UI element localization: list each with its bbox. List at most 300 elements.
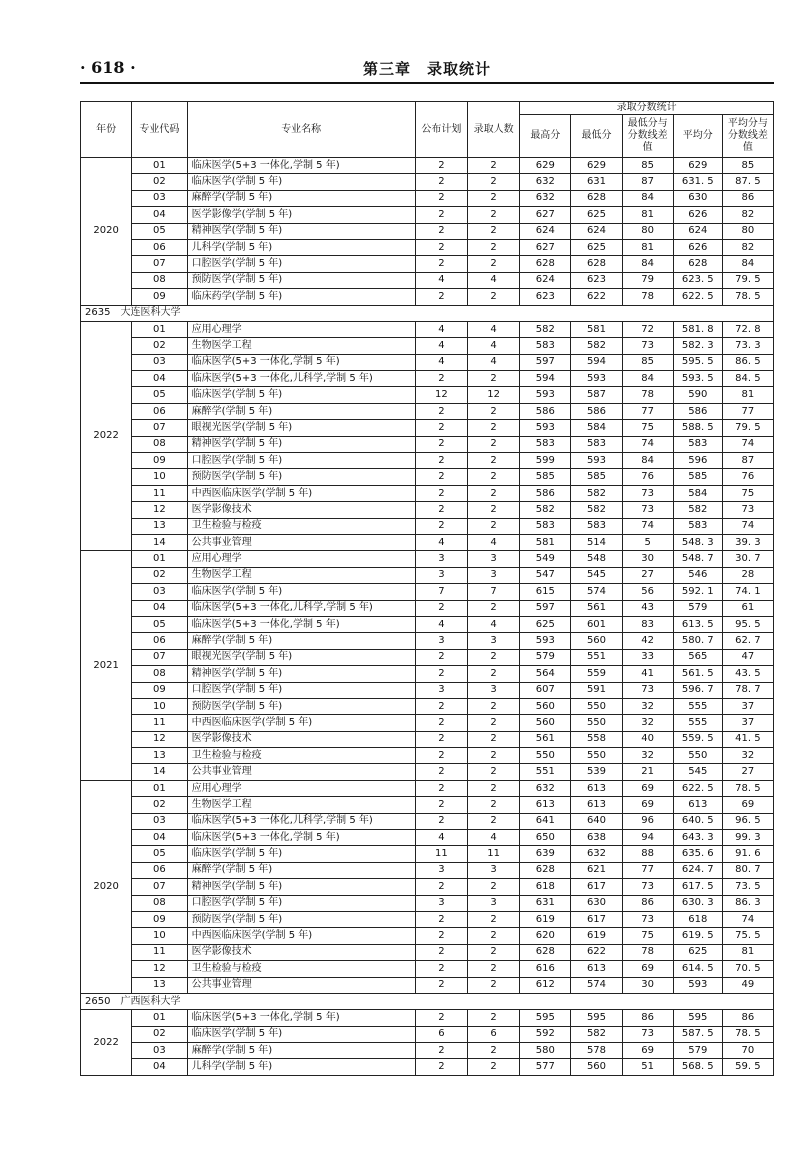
cell-code: 05: [132, 387, 187, 403]
cell-max: 593: [520, 633, 571, 649]
cell-avg-diff: 41. 5: [722, 731, 773, 747]
cell-min-diff: 84: [622, 256, 673, 272]
cell-plan: 2: [415, 698, 467, 714]
cell-code: 04: [132, 830, 187, 846]
cell-admitted: 2: [468, 977, 520, 993]
cell-code: 03: [132, 1043, 187, 1059]
cell-code: 10: [132, 469, 187, 485]
cell-min: 593: [571, 453, 622, 469]
cell-name: 临床医学(学制 5 年): [187, 584, 415, 600]
cell-min-diff: 42: [622, 633, 673, 649]
cell-min: 583: [571, 518, 622, 534]
cell-avg-diff: 86. 5: [722, 354, 773, 370]
table-row: [81, 666, 774, 682]
cell-avg-diff: 62. 7: [722, 633, 773, 649]
table-row: [81, 649, 774, 665]
cell-avg: 593. 5: [673, 371, 722, 387]
cell-admitted: 4: [468, 338, 520, 354]
cell-name: 临床医学(5+3 一体化,学制 5 年): [187, 616, 415, 632]
cell-name: 公共事业管理: [187, 534, 415, 550]
cell-avg: 587. 5: [673, 1026, 722, 1042]
cell-avg: 614. 5: [673, 961, 722, 977]
cell-year: 2022: [81, 1010, 132, 1076]
cell-avg: 561. 5: [673, 666, 722, 682]
cell-avg: 635. 6: [673, 846, 722, 862]
table-row: [81, 616, 774, 632]
cell-min: 617: [571, 879, 622, 895]
cell-avg: 596. 7: [673, 682, 722, 698]
cell-min: 582: [571, 502, 622, 518]
cell-plan: 2: [415, 1010, 467, 1026]
cell-max: 599: [520, 453, 571, 469]
table-row: [81, 780, 774, 796]
cell-avg-diff: 37: [722, 715, 773, 731]
cell-max: 582: [520, 321, 571, 337]
cell-name: 儿科学(学制 5 年): [187, 239, 415, 255]
cell-name: 预防医学(学制 5 年): [187, 272, 415, 288]
table-row: [81, 977, 774, 993]
cell-admitted: 2: [468, 239, 520, 255]
cell-name: 精神医学(学制 5 年): [187, 879, 415, 895]
cell-code: 01: [132, 321, 187, 337]
cell-avg-diff: 72. 8: [722, 321, 773, 337]
table-row: [81, 731, 774, 747]
cell-min-diff: 69: [622, 1043, 673, 1059]
cell-admitted: 2: [468, 436, 520, 452]
cell-avg-diff: 84: [722, 256, 773, 272]
cell-max: 549: [520, 551, 571, 567]
cell-admitted: 2: [468, 371, 520, 387]
table-row: [81, 174, 774, 190]
cell-min-diff: 80: [622, 223, 673, 239]
cell-name: 医学影像学(学制 5 年): [187, 207, 415, 223]
cell-max: 561: [520, 731, 571, 747]
cell-max: 551: [520, 764, 571, 780]
header-avg: 平均分: [673, 115, 722, 158]
cell-code: 10: [132, 928, 187, 944]
cell-avg-diff: 79. 5: [722, 272, 773, 288]
cell-avg: 596: [673, 453, 722, 469]
cell-min-diff: 73: [622, 502, 673, 518]
cell-name: 临床医学(5+3 一体化,儿科学,学制 5 年): [187, 371, 415, 387]
cell-code: 02: [132, 567, 187, 583]
cell-max: 586: [520, 403, 571, 419]
cell-code: 06: [132, 403, 187, 419]
cell-name: 麻醉学(学制 5 年): [187, 403, 415, 419]
table-row: [81, 928, 774, 944]
cell-avg-diff: 75. 5: [722, 928, 773, 944]
cell-max: 628: [520, 862, 571, 878]
table-row: [81, 830, 774, 846]
cell-min-diff: 73: [622, 1026, 673, 1042]
table-row: [81, 239, 774, 255]
cell-avg-diff: 47: [722, 649, 773, 665]
cell-avg-diff: 91. 6: [722, 846, 773, 862]
cell-max: 607: [520, 682, 571, 698]
cell-admitted: 3: [468, 682, 520, 698]
cell-name: 临床医学(学制 5 年): [187, 387, 415, 403]
cell-plan: 2: [415, 911, 467, 927]
table-row: [81, 387, 774, 403]
table-row: [81, 584, 774, 600]
cell-plan: 2: [415, 780, 467, 796]
cell-name: 公共事业管理: [187, 764, 415, 780]
cell-plan: 3: [415, 682, 467, 698]
cell-avg-diff: 32: [722, 748, 773, 764]
cell-plan: 2: [415, 764, 467, 780]
cell-plan: 3: [415, 567, 467, 583]
table-row: [81, 371, 774, 387]
cell-code: 01: [132, 551, 187, 567]
cell-min: 628: [571, 256, 622, 272]
cell-plan: 4: [415, 616, 467, 632]
cell-admitted: 2: [468, 600, 520, 616]
cell-avg: 624. 7: [673, 862, 722, 878]
cell-max: 583: [520, 518, 571, 534]
table-row: [81, 518, 774, 534]
cell-plan: 2: [415, 1059, 467, 1075]
cell-plan: 2: [415, 649, 467, 665]
cell-plan: 2: [415, 502, 467, 518]
cell-admitted: 2: [468, 289, 520, 305]
cell-avg-diff: 28: [722, 567, 773, 583]
cell-admitted: 4: [468, 354, 520, 370]
cell-code: 06: [132, 239, 187, 255]
cell-avg-diff: 37: [722, 698, 773, 714]
cell-plan: 2: [415, 797, 467, 813]
header-admitted: 录取人数: [468, 102, 520, 158]
cell-name: 应用心理学: [187, 780, 415, 796]
cell-admitted: 2: [468, 961, 520, 977]
cell-min-diff: 77: [622, 403, 673, 419]
cell-name: 口腔医学(学制 5 年): [187, 895, 415, 911]
cell-plan: 2: [415, 256, 467, 272]
cell-max: 593: [520, 387, 571, 403]
cell-code: 07: [132, 256, 187, 272]
cell-admitted: 2: [468, 944, 520, 960]
cell-avg-diff: 87. 5: [722, 174, 773, 190]
cell-min: 601: [571, 616, 622, 632]
cell-avg: 588. 5: [673, 420, 722, 436]
cell-avg: 584: [673, 485, 722, 501]
table-row: [81, 895, 774, 911]
cell-min: 623: [571, 272, 622, 288]
cell-name: 中西医临床医学(学制 5 年): [187, 715, 415, 731]
cell-avg-diff: 84. 5: [722, 371, 773, 387]
cell-min: 630: [571, 895, 622, 911]
cell-min-diff: 88: [622, 846, 673, 862]
cell-min: 548: [571, 551, 622, 567]
cell-admitted: 12: [468, 387, 520, 403]
cell-plan: 2: [415, 207, 467, 223]
table-row: [81, 961, 774, 977]
cell-name: 医学影像技术: [187, 731, 415, 747]
cell-admitted: 2: [468, 453, 520, 469]
table-row: [81, 403, 774, 419]
table-row: [81, 551, 774, 567]
table-row: [81, 748, 774, 764]
cell-code: 12: [132, 731, 187, 747]
cell-max: 628: [520, 256, 571, 272]
cell-name: 临床医学(5+3 一体化,儿科学,学制 5 年): [187, 813, 415, 829]
cell-max: 628: [520, 944, 571, 960]
cell-plan: 7: [415, 584, 467, 600]
cell-max: 615: [520, 584, 571, 600]
cell-avg: 624: [673, 223, 722, 239]
cell-code: 04: [132, 600, 187, 616]
school-row: [81, 993, 774, 1009]
cell-max: 650: [520, 830, 571, 846]
cell-min-diff: 72: [622, 321, 673, 337]
cell-code: 13: [132, 518, 187, 534]
cell-avg: 595. 5: [673, 354, 722, 370]
cell-min-diff: 30: [622, 977, 673, 993]
cell-code: 13: [132, 748, 187, 764]
cell-admitted: 2: [468, 731, 520, 747]
cell-admitted: 3: [468, 633, 520, 649]
cell-min-diff: 51: [622, 1059, 673, 1075]
cell-min-diff: 56: [622, 584, 673, 600]
cell-max: 560: [520, 715, 571, 731]
cell-code: 05: [132, 846, 187, 862]
table-row: [81, 469, 774, 485]
cell-plan: 2: [415, 420, 467, 436]
cell-code: 11: [132, 715, 187, 731]
cell-avg: 546: [673, 567, 722, 583]
cell-min: 514: [571, 534, 622, 550]
cell-min: 545: [571, 567, 622, 583]
cell-avg-diff: 96. 5: [722, 813, 773, 829]
table-row: [81, 190, 774, 206]
cell-avg-diff: 74: [722, 518, 773, 534]
cell-code: 08: [132, 666, 187, 682]
cell-min: 581: [571, 321, 622, 337]
cell-plan: 2: [415, 403, 467, 419]
cell-code: 13: [132, 977, 187, 993]
cell-avg-diff: 86. 3: [722, 895, 773, 911]
cell-min-diff: 73: [622, 879, 673, 895]
cell-avg: 617. 5: [673, 879, 722, 895]
cell-avg-diff: 78. 5: [722, 1026, 773, 1042]
cell-avg: 626: [673, 207, 722, 223]
cell-max: 632: [520, 174, 571, 190]
cell-name: 临床医学(5+3 一体化,学制 5 年): [187, 354, 415, 370]
cell-min-diff: 74: [622, 436, 673, 452]
cell-name: 口腔医学(学制 5 年): [187, 682, 415, 698]
cell-min: 558: [571, 731, 622, 747]
cell-min: 574: [571, 977, 622, 993]
cell-avg: 630. 3: [673, 895, 722, 911]
cell-avg: 622. 5: [673, 289, 722, 305]
cell-admitted: 6: [468, 1026, 520, 1042]
cell-plan: 2: [415, 879, 467, 895]
page-header: [80, 56, 774, 80]
cell-plan: 2: [415, 223, 467, 239]
cell-admitted: 2: [468, 1059, 520, 1075]
cell-name: 医学影像技术: [187, 502, 415, 518]
table-row: [81, 698, 774, 714]
header-code: 专业代码: [132, 102, 187, 158]
cell-avg-diff: 86: [722, 1010, 773, 1026]
cell-min: 613: [571, 961, 622, 977]
cell-max: 632: [520, 190, 571, 206]
cell-year: 2020: [81, 780, 132, 993]
cell-avg: 623. 5: [673, 272, 722, 288]
cell-avg-diff: 43. 5: [722, 666, 773, 682]
cell-year: 2020: [81, 158, 132, 306]
cell-avg-diff: 95. 5: [722, 616, 773, 632]
cell-max: 618: [520, 879, 571, 895]
cell-plan: 2: [415, 600, 467, 616]
cell-min-diff: 77: [622, 862, 673, 878]
cell-avg-diff: 73: [722, 502, 773, 518]
cell-min-diff: 73: [622, 682, 673, 698]
table-row: [81, 436, 774, 452]
cell-min-diff: 78: [622, 944, 673, 960]
cell-plan: 2: [415, 469, 467, 485]
cell-plan: 2: [415, 289, 467, 305]
table-row: [81, 338, 774, 354]
cell-plan: 2: [415, 518, 467, 534]
cell-avg: 582: [673, 502, 722, 518]
cell-code: 11: [132, 485, 187, 501]
cell-name: 临床医学(学制 5 年): [187, 1026, 415, 1042]
cell-avg-diff: 79. 5: [722, 420, 773, 436]
cell-min-diff: 79: [622, 272, 673, 288]
cell-plan: 4: [415, 830, 467, 846]
cell-plan: 12: [415, 387, 467, 403]
cell-plan: 2: [415, 453, 467, 469]
cell-admitted: 2: [468, 469, 520, 485]
cell-avg: 545: [673, 764, 722, 780]
cell-min-diff: 73: [622, 485, 673, 501]
cell-name: 麻醉学(学制 5 年): [187, 862, 415, 878]
cell-avg-diff: 78. 5: [722, 780, 773, 796]
cell-code: 01: [132, 1010, 187, 1026]
cell-plan: 2: [415, 928, 467, 944]
cell-avg: 550: [673, 748, 722, 764]
cell-avg-diff: 80: [722, 223, 773, 239]
cell-min-diff: 32: [622, 748, 673, 764]
cell-name: 麻醉学(学制 5 年): [187, 190, 415, 206]
cell-admitted: 2: [468, 223, 520, 239]
cell-max: 597: [520, 600, 571, 616]
cell-code: 06: [132, 862, 187, 878]
cell-avg-diff: 81: [722, 387, 773, 403]
cell-admitted: 2: [468, 1043, 520, 1059]
cell-admitted: 2: [468, 518, 520, 534]
cell-name: 生物医学工程: [187, 567, 415, 583]
cell-min-diff: 69: [622, 780, 673, 796]
cell-min: 587: [571, 387, 622, 403]
cell-admitted: 2: [468, 485, 520, 501]
table-row: [81, 1043, 774, 1059]
cell-code: 03: [132, 813, 187, 829]
cell-code: 08: [132, 436, 187, 452]
cell-plan: 11: [415, 846, 467, 862]
cell-admitted: 4: [468, 272, 520, 288]
cell-code: 02: [132, 174, 187, 190]
cell-min: 578: [571, 1043, 622, 1059]
table-row: [81, 764, 774, 780]
cell-min-diff: 43: [622, 600, 673, 616]
cell-min-diff: 73: [622, 911, 673, 927]
cell-admitted: 4: [468, 830, 520, 846]
cell-year: 2022: [81, 321, 132, 550]
cell-avg: 583: [673, 518, 722, 534]
cell-min-diff: 69: [622, 961, 673, 977]
cell-min: 640: [571, 813, 622, 829]
cell-name: 应用心理学: [187, 321, 415, 337]
header-avg-diff: 平均分与分数线差值: [722, 115, 773, 158]
cell-min: 585: [571, 469, 622, 485]
cell-name: 精神医学(学制 5 年): [187, 666, 415, 682]
cell-code: 09: [132, 289, 187, 305]
cell-code: 12: [132, 502, 187, 518]
cell-min-diff: 96: [622, 813, 673, 829]
cell-min: 550: [571, 715, 622, 731]
table-row: [81, 485, 774, 501]
cell-min: 561: [571, 600, 622, 616]
cell-admitted: 2: [468, 698, 520, 714]
cell-min-diff: 32: [622, 698, 673, 714]
cell-plan: 2: [415, 748, 467, 764]
cell-name: 口腔医学(学制 5 年): [187, 256, 415, 272]
cell-code: 01: [132, 780, 187, 796]
cell-name: 生物医学工程: [187, 338, 415, 354]
cell-min: 629: [571, 158, 622, 174]
cell-max: 580: [520, 1043, 571, 1059]
header-rule: [80, 82, 774, 84]
cell-min-diff: 21: [622, 764, 673, 780]
cell-min: 624: [571, 223, 622, 239]
table-row: [81, 534, 774, 550]
page-number: · 618 ·: [80, 58, 136, 77]
cell-min: 632: [571, 846, 622, 862]
cell-avg: 595: [673, 1010, 722, 1026]
cell-plan: 2: [415, 977, 467, 993]
cell-min: 628: [571, 190, 622, 206]
cell-min: 595: [571, 1010, 622, 1026]
cell-max: 564: [520, 666, 571, 682]
table-row: [81, 420, 774, 436]
cell-avg-diff: 30. 7: [722, 551, 773, 567]
cell-admitted: 3: [468, 895, 520, 911]
cell-avg-diff: 69: [722, 797, 773, 813]
cell-plan: 2: [415, 666, 467, 682]
table-row: [81, 813, 774, 829]
cell-avg: 630: [673, 190, 722, 206]
table-row: [81, 289, 774, 305]
cell-plan: 4: [415, 321, 467, 337]
cell-min-diff: 76: [622, 469, 673, 485]
cell-avg-diff: 27: [722, 764, 773, 780]
cell-min: 582: [571, 338, 622, 354]
cell-code: 14: [132, 534, 187, 550]
cell-avg: 548. 3: [673, 534, 722, 550]
cell-min: 560: [571, 633, 622, 649]
cell-avg: 640. 5: [673, 813, 722, 829]
cell-year: 2021: [81, 551, 132, 780]
table-row: [81, 321, 774, 337]
cell-min: 622: [571, 944, 622, 960]
cell-min-diff: 32: [622, 715, 673, 731]
cell-name: 临床药学(学制 5 年): [187, 289, 415, 305]
cell-code: 10: [132, 698, 187, 714]
cell-min: 559: [571, 666, 622, 682]
cell-min: 582: [571, 485, 622, 501]
cell-code: 08: [132, 895, 187, 911]
